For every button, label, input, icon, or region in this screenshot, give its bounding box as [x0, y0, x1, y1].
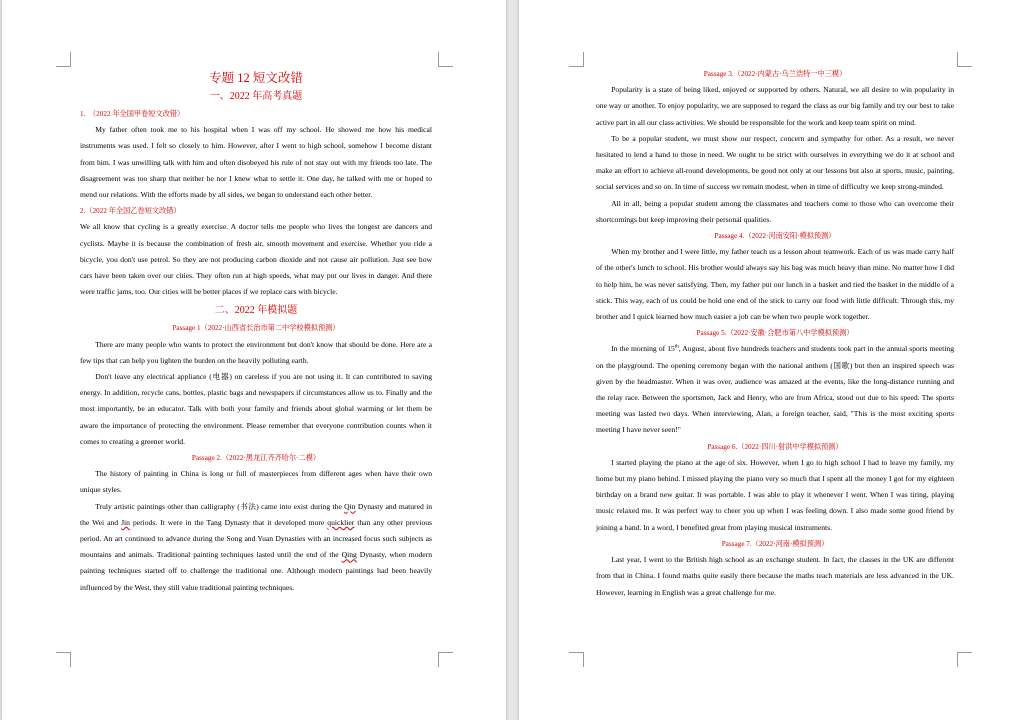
document-page-2 [519, 0, 1024, 720]
passage-4-paragraph-1: When my brother and I were little, my father teach us a lesson about teamwork. Each of us was made carry half of the other's lunch to school. His brother would always say his bag was much heavy than mine. No matter how I did to help him, he was never satisfying. Then, my father put our lunch in a basket and tied the basket in the middle of a stick. This way, each of us could be hold one end of the stick to carry our food with little difficult. Through this, my brother and I quick learned how much easier a job can be when two people work together. [596, 247, 954, 322]
section-heading-gaokao: 一、2022 年高考真题 [209, 91, 303, 102]
passage-1-source: Passage 1（2022·山西省长治市第二中学校模拟预测） [172, 324, 340, 333]
page-1-content [80, 64, 432, 596]
crop-mark [569, 652, 584, 667]
crop-mark [438, 652, 453, 667]
passage-6-paragraph-1: I started playing the piano at the age of six. However, when I go to high school I had to leave my family, my home but my piano behind. I missed playing the piano very so much that I spent all the money I got for my eighteen birthday on a brand new guitar. It was portable. I was able to play it whenever I went. When I was tiring, playing music relaxed me. It was perfect way to cheer you up when I was feeling down. I also made some good friend by joining a band. In a word, I benefited great from playing musical instruments. [596, 457, 954, 532]
spellcheck-word: quicklier [327, 517, 355, 527]
crop-mark [438, 52, 453, 67]
section-heading-mock: 二、2022 年模拟题 [214, 305, 298, 317]
crop-mark [957, 652, 972, 667]
question-1-text: My father often took me to his hospital when I was off my school. He showed me how his medical instruments was used. I felt so closely to him. However, after I went to high school, somehow I become distant from him. I was unwilling talk with him and often disobeyed his rule of not stay out with my friends too late. The disagreement was too sharp that neither he nor I knew what to settle it. One day, he talked with me or hoped to mend our relations. With the efforts made by all sides, we began to understand each other better. [80, 125, 432, 200]
passage-3-paragraph-3: All in all, being a popular student among the classmates and teachers come to those who can overcome their shortcomings but keep improving their personal qualities. [596, 198, 954, 224]
passage-1-paragraph-2: Don't leave any electrical appliance (电器) on careless if you are not using it. It can contributed to saving energy. In addition, recycle cans, bottles, plastic bags and newspapers if circumstances allow us to. Finally and the most importantly, be an educator. Talk with both your family and friends about global warming or let them be aware the importance of protecting the environment. Please remember that everyone contribution counts when it comes to creating a greener world. [80, 372, 432, 446]
crop-mark [957, 52, 972, 67]
question-1-number: 1. [80, 110, 86, 118]
question-2-source: 2.（2022 年全国乙卷短文改错） [80, 207, 181, 216]
spellcheck-word: Qin [344, 501, 356, 511]
spellcheck-word: Jin [121, 517, 130, 527]
question-1-source [80, 106, 432, 122]
text-run: Truly artistic paintings other than calligraphy (书法) came into exist during the [95, 501, 345, 511]
passage-2-paragraph-1: The history of painting in China is long or full of masterpieces from different ages when have their own unique styles. [80, 469, 432, 495]
text-run: Dynasty and matured in the Wei and [80, 501, 433, 527]
passage-6-source: Passage 6.（2022·四川·射洪中学模拟预测） [707, 442, 843, 451]
passage-7-paragraph-1: Last year, I went to the British high school as an exchange student. In fact, the classes in the UK are different from that in China. I found maths quite easily there because the maths teach materials are less advanced in the UK. However, learning in English was a great challenge for me. [596, 555, 954, 597]
passage-3-paragraph-2: To be a popular student, we must show our respect, concern and sympathy for other. As a result, we never hesitated to lend a hand to those in need. We ought to be strict with ourselves in everything we do it at school and make an effort to achieve all-round developments, be good not only at our lessons but also at sports, music, painting, social services and so on. In time of success we remain modest, when in time of difficulty we keep strong-minded. [596, 133, 954, 192]
crop-mark [56, 652, 71, 667]
passage-7-source: Passage 7.（2022·河南·模拟预测） [721, 539, 829, 548]
question-2-text: We all know that cycling is a greatly exercise. A doctor tells me people who lives the longest are dancers and cyclists. Maybe it is because the combination of fresh air, smooth movement and exercise. Whether you ride a bicycle, you don't use petrol. So they are not producing carbon dioxide and not cause air pollution. Just see how cars have been taken over our cities. They often run at high speeds, what may put our lives in danger. And there were traffic jams, too. Our cities will be better places if we replace cars with bicycle. [80, 222, 432, 297]
text-run: than any other previous period. An art continued to advance during the Song and Yuan Dynasties with an increased focus such subjects as mountains and animals. Traditional painting techniques lasted until the end of the [80, 517, 432, 560]
document-title: 专题 12 短文改错 [209, 71, 303, 85]
text-run: periods. It were in the Tang Dynasty that it developed more [129, 517, 328, 527]
superscript: th [674, 344, 679, 350]
text-run: Dynasty, when modern painting techniques started off to challenge the traditional one. Although modern paintings had been heavily influenced by the West, they still value traditional painting techniques. [80, 550, 433, 592]
passage-3-paragraph-1: Popularity is a state of being liked, enjoyed or supported by others. Natural, we all desire to win popularity in one way or another. To enjoy popularity, we are supposed to regard the class as our big family and try our best to take active part in all our class activities. We should be responsible for the work and keep team spirit on mind. [596, 85, 954, 127]
spellcheck-word: Qing [341, 550, 357, 560]
text-run: , August, about five hundreds teachers and students took part in the annual sports meeting on the playground. The opening ceremony began with the national anthem (国歌) but then an inspired speech was given by the headmaster. When it was over, audience was amazed at the events, like the long-distance running and the relay race. Between the sportsmen, Jack and Henry, who are from Africa, stood out due to his speed. The sports meeting was lasted two days. When interviewing, Alan, a foreign teacher, said, "This is the most exciting sports meeting I have never seen!" [596, 344, 954, 435]
passage-5-paragraph-1 [596, 341, 954, 438]
page-2-content [596, 66, 954, 601]
passage-1-paragraph-1: There are many people who wants to protect the environment but don't know that should be done. Here are a few tips that can help you lighten the burden on the heavily polluting earth. [80, 339, 432, 365]
crop-mark [56, 52, 71, 67]
question-1-source-text: （2022 年全国甲卷短文改错） [88, 110, 185, 118]
passage-2-source: Passage 2.（2022·黑龙江齐齐哈尔·二模） [191, 454, 321, 463]
crop-mark [569, 52, 584, 67]
passage-3-source: Passage 3.（2022·内蒙古·乌兰浩特一中三模） [703, 70, 847, 78]
text-run: In the morning of 15 [611, 344, 675, 354]
passage-4-source: Passage 4.（2022·河南安阳·模拟预测） [714, 232, 836, 241]
document-page-1 [2, 0, 506, 720]
passage-2-paragraph-2 [80, 499, 432, 596]
passage-5-source: Passage 5.（2022·安徽·合肥市第八中学模拟预测） [696, 329, 854, 338]
